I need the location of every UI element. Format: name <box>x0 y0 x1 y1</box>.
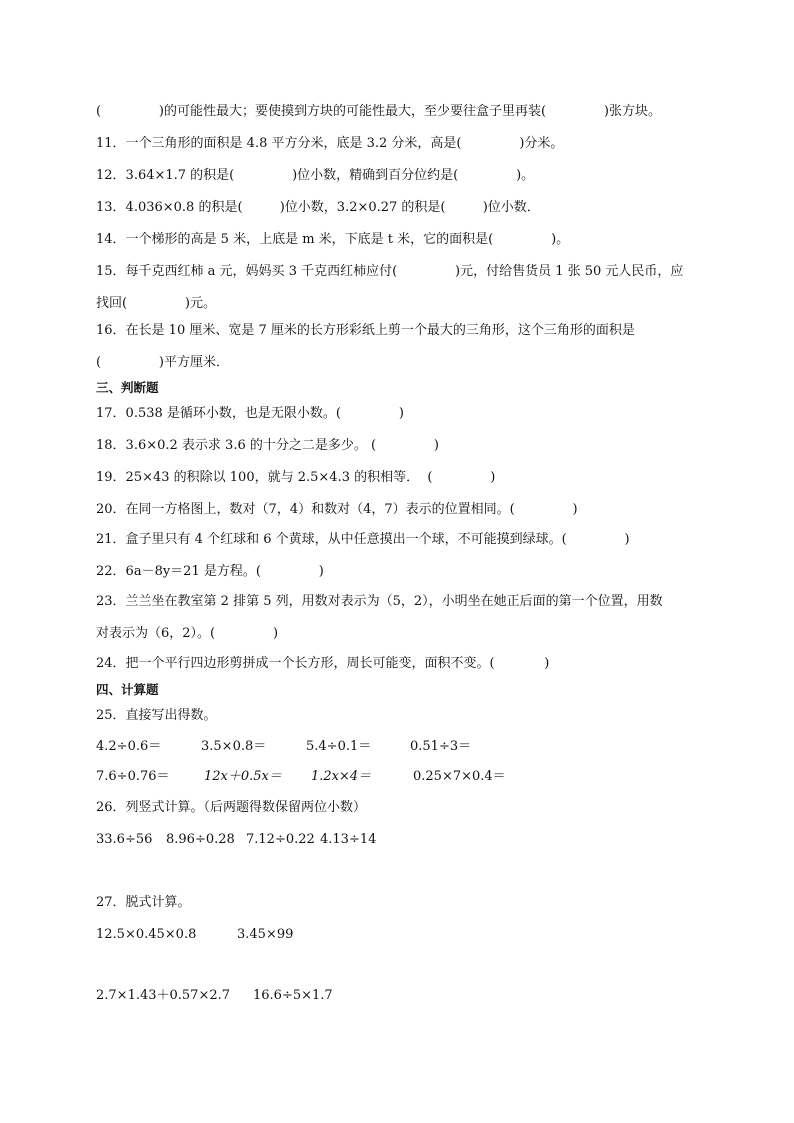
q10-continuation: ( )的可能性最大；要使摸到方块的可能性最大，至少要往盒子里再装( )张方块。 <box>96 104 661 119</box>
question-26: 26．列竖式计算。（后两题得数保留两位小数） <box>96 800 367 815</box>
question-18: 18．3.6×0.2 表示求 3.6 的十分之二是多少。 ( ) <box>96 438 439 453</box>
calc-item: 3.45×99 <box>237 927 294 942</box>
calc-item: 0.51÷3＝ <box>410 739 472 754</box>
calc-item: 4.13÷14 <box>320 832 377 847</box>
question-27: 27．脱式计算。 <box>96 895 191 910</box>
calc-item: 4.2÷0.6＝ <box>96 739 162 754</box>
question-13: 13．4.036×0.8 的积是( )位小数，3.2×0.27 的积是( )位小数． <box>96 200 540 215</box>
section-3-heading: 三、判断题 <box>96 380 159 395</box>
question-16-line1: 16．在长是 10 厘米、宽是 7 厘米的长方形彩纸上剪一个最大的三角形，这个三角形的面积是 <box>96 323 635 338</box>
question-15-line2: 找回( )元。 <box>96 296 216 311</box>
calc-item: 8.96÷0.28 <box>166 832 235 847</box>
question-24: 24．把一个平行四边形剪拼成一个长方形，周长可能变，面积不变。( ) <box>96 656 550 671</box>
question-23-line1: 23．兰兰坐在教室第 2 排第 5 列，用数对表示为（5，2），小明坐在她正后面的第一个位置，用数 <box>96 594 663 609</box>
calc-item: 33.6÷56 <box>96 832 153 847</box>
calc-item: 16.6÷5×1.7 <box>253 988 333 1003</box>
section-4-heading: 四、计算题 <box>96 682 159 697</box>
calc-item: 5.4÷0.1＝ <box>306 739 372 754</box>
question-20: 20．在同一方格图上，数对（7，4）和数对（4，7）表示的位置相同。( ) <box>96 502 578 517</box>
calc-item: 2.7×1.43＋0.57×2.7 <box>96 988 231 1003</box>
question-25: 25．直接写出得数。 <box>96 708 217 723</box>
calc-item: 3.5×0.8＝ <box>201 739 267 754</box>
question-16-line2: ( )平方厘米． <box>96 355 229 370</box>
question-19: 19．25×43 的积除以 100，就与 2.5×4.3 的积相等． ( ) <box>96 470 496 485</box>
calc-item: 12x＋0.5x＝ <box>204 769 282 784</box>
question-21: 21．盒子里只有 4 个红球和 6 个黄球，从中任意摸出一个球，不可能摸到绿球。( ) <box>96 532 630 547</box>
calc-item: 12.5×0.45×0.8 <box>96 927 197 942</box>
question-11: 11．一个三角形的面积是 4.8 平方分米，底是 3.2 分米，高是( )分米。 <box>96 136 564 151</box>
calc-item: 7.6÷0.76＝ <box>96 769 170 784</box>
question-14: 14．一个梯形的高是 5 米，上底是 m 米，下底是 t 米，它的面积是( )。 <box>96 232 570 247</box>
calc-item: 7.12÷0.22 <box>246 832 315 847</box>
question-23-line2: 对表示为（6，2）。( ) <box>96 626 279 641</box>
question-22: 22．6a－8y＝21 是方程。( ) <box>96 564 324 579</box>
question-17: 17．0.538 是循环小数，也是无限小数。( ) <box>96 406 404 421</box>
question-12: 12．3.64×1.7 的积是( )位小数，精确到百分位约是( )。 <box>96 168 535 183</box>
calc-item: 1.2x×4＝ <box>311 769 372 784</box>
calc-item: 0.25×7×0.4＝ <box>413 769 506 784</box>
question-15-line1: 15．每千克西红柿 a 元，妈妈买 3 千克西红柿应付( )元，付给售货员 1 张 50 元人民币，应 <box>96 264 684 279</box>
